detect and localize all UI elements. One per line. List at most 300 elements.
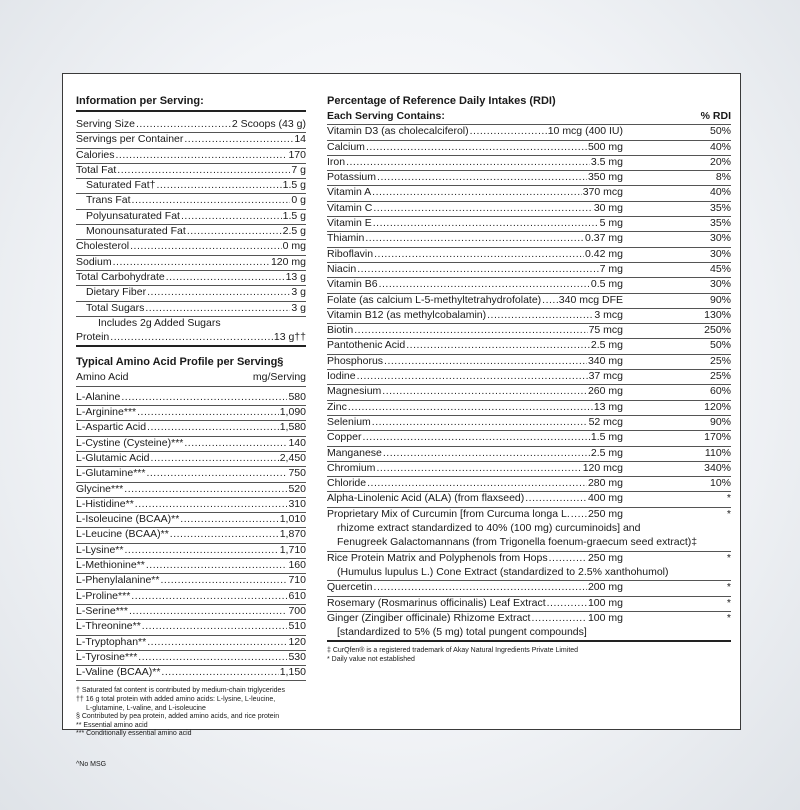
amino-row-label: L-Proline*** xyxy=(76,589,131,602)
amino-row xyxy=(76,498,306,513)
leader-dots xyxy=(357,370,588,384)
rdi-row-inner xyxy=(327,431,623,445)
rice-value: 250 mg xyxy=(587,551,623,564)
rdi-subheader xyxy=(327,110,731,125)
rdi-row-value: 3 mcg xyxy=(594,308,623,321)
amino-row-value: 140 xyxy=(288,436,306,449)
rdi-row-label: Chromium xyxy=(327,461,376,474)
leader-dots xyxy=(147,636,287,650)
rdi-row-value: 13 mg xyxy=(593,400,623,413)
leader-dots xyxy=(384,355,587,369)
rdi-row xyxy=(327,462,731,477)
extra-row-label: Quercetin xyxy=(327,581,373,594)
rdi-row-pct: * xyxy=(726,492,731,505)
rdi-row-label: Vitamin C xyxy=(327,201,373,214)
extra-row-pct: * xyxy=(726,581,731,594)
extra-row-inner xyxy=(327,612,623,626)
info-row-label: Total Fat xyxy=(76,163,117,176)
leader-dots xyxy=(346,156,590,170)
leader-dots xyxy=(362,431,589,445)
rdi-row-value: 0.42 mg xyxy=(585,247,623,260)
rdi-row-value: 280 mg xyxy=(587,477,623,490)
rdi-row-inner xyxy=(327,294,623,308)
leader-dots xyxy=(372,186,582,200)
rdi-row-label: Vitamin B6 xyxy=(327,278,378,291)
amino-row xyxy=(76,666,306,681)
info-row xyxy=(76,286,306,301)
info-row-value: 3 g xyxy=(291,286,306,299)
info-row-value: 14 xyxy=(294,133,306,146)
rdi-row xyxy=(327,401,731,416)
rdi-row-value: 3.5 mg xyxy=(590,155,623,168)
rdi-row-label: Vitamin E xyxy=(327,217,372,230)
amino-row xyxy=(76,590,306,605)
amino-row-value: 610 xyxy=(288,589,306,602)
info-row xyxy=(76,271,306,286)
footnote: ‡ CurQfen® is a registered trademark of Akay Natural Ingredients Private Limited xyxy=(327,647,579,655)
curcumin-line2: rhizome extract standardized to 40% (100 mg) curcuminoids] and xyxy=(337,522,641,535)
leader-dots xyxy=(147,421,279,435)
leader-dots xyxy=(542,294,558,308)
amino-row-value: 750 xyxy=(288,467,306,480)
right-footnotes xyxy=(327,647,731,664)
leader-dots xyxy=(135,498,288,512)
rdi-row-inner xyxy=(327,339,623,353)
amino-row-label: L-Phenylalanine** xyxy=(76,574,160,587)
leader-dots xyxy=(470,125,547,139)
rdi-row-value: 30 mg xyxy=(593,201,623,214)
rdi-row-inner xyxy=(327,462,623,476)
amino-row-value: 120 xyxy=(288,635,306,648)
amino-row-value: 510 xyxy=(288,620,306,633)
curcumin-label: Proprietary Mix of Curcumin [from Curcuma longa L. xyxy=(327,507,570,520)
rdi-row-inner xyxy=(327,141,623,155)
rdi-row xyxy=(327,324,731,339)
amino-row-label: L-Glutamine*** xyxy=(76,467,146,480)
right-column xyxy=(327,95,731,665)
amino-row-value: 1,580 xyxy=(279,421,306,434)
protein-label: Protein xyxy=(76,331,110,344)
rdi-row-value: 400 mg xyxy=(587,492,623,505)
rdi-row-inner xyxy=(327,324,623,338)
amino-row-value: 710 xyxy=(288,574,306,587)
amino-row-label: L-Leucine (BCAA)** xyxy=(76,528,169,541)
protein-value: 13 g†† xyxy=(273,331,306,344)
amino-row-label: L-Isoleucine (BCAA)** xyxy=(76,513,180,526)
rdi-row-label: Iodine xyxy=(327,370,356,383)
info-row-value: 1.5 g xyxy=(282,209,306,222)
leader-dots xyxy=(571,508,587,522)
info-row xyxy=(76,179,306,194)
protein-row xyxy=(76,331,306,347)
info-row xyxy=(76,149,306,164)
rdi-row-label: Manganese xyxy=(327,446,382,459)
amino-row xyxy=(76,605,306,620)
amino-row-value: 700 xyxy=(288,604,306,617)
rdi-row-inner xyxy=(327,232,623,246)
amino-row-label: L-Lysine** xyxy=(76,543,124,556)
supplement-facts-panel xyxy=(62,73,741,768)
rdi-row-value: 2.5 mg xyxy=(590,446,623,459)
rdi-row-label: Zinc xyxy=(327,400,347,413)
rdi-row-pct: 40% xyxy=(709,186,731,199)
amino-row-value: 1,090 xyxy=(279,406,306,419)
rdi-row-value: 2.5 mg xyxy=(590,339,623,352)
rdi-row-pct: 90% xyxy=(709,415,731,428)
rdi-row-inner xyxy=(327,202,623,216)
extra-row-value: 200 mg xyxy=(587,581,623,594)
amino-row-label: L-Tryptophan** xyxy=(76,635,147,648)
info-row-label: Calories xyxy=(76,148,115,161)
amino-row xyxy=(76,636,306,651)
footnote: †† 16 g total protein with added amino acids: L-lysine, L-leucine, xyxy=(76,695,276,703)
amino-rows xyxy=(76,391,306,682)
leader-dots xyxy=(116,149,288,163)
rdi-row-pct: 35% xyxy=(709,217,731,230)
amino-row-value: 160 xyxy=(288,559,306,572)
leader-dots xyxy=(184,133,293,147)
rdi-row-label: Calcium xyxy=(327,140,365,153)
extra-rows xyxy=(327,581,731,626)
left-column xyxy=(76,95,306,770)
rdi-row-label: Alpha-Linolenic Acid (ALA) (from flaxseed) xyxy=(327,492,525,505)
leader-dots xyxy=(161,666,278,680)
extra-row-label: Ginger (Zingiber officinale) Rhizome Extract xyxy=(327,611,531,624)
info-heading: Information per Serving: xyxy=(76,95,306,112)
msg-note: ^No MSG xyxy=(76,760,107,768)
amino-row xyxy=(76,467,306,482)
rdi-row-label: Phosphorus xyxy=(327,354,384,367)
rdi-row xyxy=(327,186,731,201)
rice-pct: * xyxy=(726,551,731,564)
leader-dots xyxy=(117,164,290,178)
rdi-row-inner xyxy=(327,401,623,415)
curcumin-line3: Fenugreek Galactomannans (from Trigonella foenum-graecum seed extract)‡ xyxy=(327,536,731,551)
rdi-row-inner xyxy=(327,416,623,430)
rdi-row-inner xyxy=(327,278,623,292)
rdi-row-value: 0.37 mg xyxy=(585,232,623,245)
rdi-row-pct: 110% xyxy=(704,446,731,459)
rdi-rows xyxy=(327,125,731,507)
rdi-row-label: Pantothenic Acid xyxy=(327,339,406,352)
amino-row-value: 580 xyxy=(288,390,306,403)
info-row xyxy=(76,118,306,133)
leader-dots xyxy=(130,240,282,254)
leader-dots xyxy=(372,416,588,430)
rdi-row xyxy=(327,232,731,247)
info-row-value: 1.5 g xyxy=(282,179,306,192)
rdi-row-label: Thiamin xyxy=(327,232,365,245)
leader-dots xyxy=(142,620,288,634)
info-row xyxy=(76,240,306,255)
info-row-label: Polyunsaturated Fat xyxy=(86,209,180,222)
curcumin-row xyxy=(327,508,731,522)
rdi-row xyxy=(327,125,731,140)
rdi-row xyxy=(327,248,731,263)
leader-dots xyxy=(549,552,587,566)
extra-row xyxy=(327,597,731,612)
rdi-row-label: Vitamin A xyxy=(327,186,372,199)
rdi-row-pct: 30% xyxy=(709,247,731,260)
rdi-row xyxy=(327,477,731,492)
footnote: L-glutamine, L-valine, and L-isoleucine xyxy=(86,704,206,712)
info-row-label: Monounsaturated Fat xyxy=(86,225,186,238)
leader-dots xyxy=(181,210,282,224)
rdi-row-inner xyxy=(327,370,623,384)
rdi-row-value: 10 mcg (400 IU) xyxy=(547,125,623,138)
rdi-row-pct: 25% xyxy=(709,354,731,367)
info-row-label: Sodium xyxy=(76,255,112,268)
leader-dots xyxy=(354,324,587,338)
leader-dots xyxy=(132,194,291,208)
info-row-value: 0 mg xyxy=(282,240,306,253)
rdi-row-pct: 250% xyxy=(704,324,731,337)
rdi-row-pct: 40% xyxy=(709,140,731,153)
rdi-row xyxy=(327,278,731,293)
info-row-label: Total Carbohydrate xyxy=(76,270,165,283)
rice-row xyxy=(327,552,731,566)
rdi-row xyxy=(327,202,731,217)
info-row-value: 13 g xyxy=(285,270,306,283)
info-row xyxy=(76,225,306,240)
amino-row-label: Glycine*** xyxy=(76,482,124,495)
amino-row xyxy=(76,544,306,559)
rdi-row-inner xyxy=(327,447,623,461)
leader-dots xyxy=(146,467,287,481)
rdi-row xyxy=(327,492,731,507)
amino-row-label: L-Serine*** xyxy=(76,604,128,617)
info-row-label: Cholesterol xyxy=(76,240,130,253)
amino-row xyxy=(76,421,306,436)
rdi-row-inner xyxy=(327,477,623,491)
rdi-row-pct: 340% xyxy=(704,461,731,474)
amino-row xyxy=(76,559,306,574)
leader-dots xyxy=(365,232,584,246)
rdi-row-value: 370 mcg xyxy=(582,186,623,199)
rdi-row-value: 500 mg xyxy=(587,140,623,153)
rdi-row xyxy=(327,217,731,232)
leader-dots xyxy=(348,401,593,415)
leader-dots xyxy=(147,286,290,300)
info-row-value: 2.5 g xyxy=(282,225,306,238)
leader-dots xyxy=(373,217,599,231)
amino-row-label: L-Arginine*** xyxy=(76,406,137,419)
amino-row-label: L-Valine (BCAA)** xyxy=(76,666,161,679)
rdi-row-value: 37 mcg xyxy=(588,370,623,383)
rdi-row-pct: 30% xyxy=(709,232,731,245)
rdi-row-label: Biotin xyxy=(327,324,354,337)
info-row-value: 3 g xyxy=(291,301,306,314)
rdi-row-pct: 8% xyxy=(715,171,731,184)
rdi-row-inner xyxy=(327,309,623,323)
rdi-row-value: 340 mg xyxy=(587,354,623,367)
info-row-label: Servings per Container xyxy=(76,133,184,146)
rdi-row xyxy=(327,156,731,171)
footnote: § Contributed by pea protein, added amino acids, and rice protein xyxy=(76,713,280,721)
amino-row xyxy=(76,437,306,452)
amino-row xyxy=(76,620,306,635)
amino-heading: Typical Amino Acid Profile per Serving§ xyxy=(76,356,284,369)
leader-dots xyxy=(184,437,287,451)
rdi-row-inner xyxy=(327,171,623,185)
amino-row-value: 2,450 xyxy=(279,451,306,464)
leader-dots xyxy=(151,452,279,466)
curcumin-pct: * xyxy=(726,507,731,520)
rice-line2: (Humulus lupulus L.) Cone Extract (standardized to 2.5% xanthohumol) xyxy=(327,566,731,581)
leader-dots xyxy=(531,612,587,626)
amino-row-label: L-Methionine** xyxy=(76,559,145,572)
rdi-row-pct: 50% xyxy=(709,125,731,138)
leader-dots xyxy=(373,202,592,216)
extra-row-inner xyxy=(327,597,623,611)
rdi-row-value: 5 mg xyxy=(599,217,623,230)
amino-row-label: L-Cystine (Cysteine)*** xyxy=(76,436,184,449)
extra-row-pct: * xyxy=(726,611,731,624)
extra-row-value: 100 mg xyxy=(587,596,623,609)
rdi-row xyxy=(327,370,731,385)
rdi-row-label: Vitamin B12 (as methylcobalamin) xyxy=(327,308,487,321)
info-row xyxy=(76,210,306,225)
rdi-row-value: 260 mg xyxy=(587,385,623,398)
footnote: ** Essential amino acid xyxy=(76,721,148,729)
curcumin-value: 250 mg xyxy=(587,507,623,520)
rdi-row-value: 0.5 mg xyxy=(590,278,623,291)
leader-dots xyxy=(379,278,590,292)
info-row xyxy=(76,256,306,271)
amino-row-label: L-Histidine** xyxy=(76,497,134,510)
rdi-row-pct: 170% xyxy=(704,431,731,444)
amino-row xyxy=(76,391,306,406)
amino-col-right: mg/Serving xyxy=(252,371,306,384)
leader-dots xyxy=(129,605,288,619)
rdi-row-value: 52 mcg xyxy=(588,415,623,428)
rdi-row-label: Riboflavin xyxy=(327,247,374,260)
rdi-row-label: Magnesium xyxy=(327,385,382,398)
rdi-row-label: Copper xyxy=(327,431,362,444)
leader-dots xyxy=(367,477,587,491)
leader-dots xyxy=(131,590,287,604)
info-row-label: Saturated Fat† xyxy=(86,179,156,192)
leader-dots xyxy=(357,263,598,277)
info-row-label: Total Sugars xyxy=(86,301,145,314)
leader-dots xyxy=(156,179,281,193)
extra-row xyxy=(327,581,731,596)
rdi-row-label: Folate (as calcium L-5-methyltetrahydrofolate) xyxy=(327,293,542,306)
leader-dots xyxy=(136,118,231,132)
amino-row-value: 1,150 xyxy=(279,666,306,679)
leader-dots xyxy=(525,492,587,506)
leader-dots xyxy=(124,544,278,558)
leader-dots xyxy=(487,309,593,323)
leader-dots xyxy=(382,385,587,399)
amino-row-value: 1,710 xyxy=(279,543,306,556)
rdi-row-pct: 30% xyxy=(709,278,731,291)
leader-dots xyxy=(124,483,287,497)
rdi-row-pct: 35% xyxy=(709,201,731,214)
extra-row-label: Rosemary (Rosmarinus officinalis) Leaf Extract xyxy=(327,596,546,609)
info-row-label: Dietary Fiber xyxy=(86,286,147,299)
added-sugars: Includes 2g Added Sugars xyxy=(98,316,221,329)
rdi-row-pct: 60% xyxy=(709,385,731,398)
ginger-line2: [standardized to 5% (5 mg) total pungent compounds] xyxy=(327,626,731,642)
leader-dots xyxy=(374,581,587,595)
amino-row-value: 1,870 xyxy=(279,528,306,541)
rdi-heading: Percentage of Reference Daily Intakes (RDI) xyxy=(327,95,556,107)
rdi-row xyxy=(327,431,731,446)
rdi-row xyxy=(327,141,731,156)
leader-dots xyxy=(547,597,587,611)
leader-dots xyxy=(138,651,287,665)
extra-row-inner xyxy=(327,581,623,595)
info-rows xyxy=(76,118,306,317)
rdi-row xyxy=(327,339,731,354)
amino-row-label: L-Aspartic Acid xyxy=(76,421,147,434)
each-serving-label: Each Serving Contains: xyxy=(327,110,445,122)
leader-dots xyxy=(383,447,590,461)
rdi-row-label: Potassium xyxy=(327,171,377,184)
rdi-row xyxy=(327,171,731,186)
amino-row-label: L-Tyrosine*** xyxy=(76,650,138,663)
rdi-row-value: 340 mcg DFE xyxy=(558,293,623,306)
left-footnotes xyxy=(76,687,306,739)
footnote: † Saturated fat content is contributed by medium-chain triglycerides xyxy=(76,687,285,695)
extra-row-pct: * xyxy=(726,596,731,609)
leader-dots xyxy=(146,559,288,573)
leader-dots xyxy=(376,462,581,476)
rdi-row-inner xyxy=(327,156,623,170)
rdi-row-label: Niacin xyxy=(327,262,357,275)
rdi-row-inner xyxy=(327,355,623,369)
rdi-row-value: 75 mcg xyxy=(588,324,623,337)
amino-row-value: 520 xyxy=(288,482,306,495)
rdi-row-inner xyxy=(327,217,623,231)
rdi-row-label: Iron xyxy=(327,155,346,168)
info-row-value: 120 mg xyxy=(270,255,306,268)
info-row xyxy=(76,302,306,317)
leader-dots xyxy=(180,513,278,527)
rdi-row xyxy=(327,355,731,370)
amino-row-value: 310 xyxy=(288,497,306,510)
amino-row xyxy=(76,574,306,589)
rdi-row-pct: 20% xyxy=(709,155,731,168)
info-row-value: 0 g xyxy=(291,194,306,207)
rdi-row-pct: 50% xyxy=(709,339,731,352)
rdi-row-pct: 45% xyxy=(709,262,731,275)
rdi-row-inner xyxy=(327,248,623,262)
rice-label: Rice Protein Matrix and Polyphenols from Hops xyxy=(327,551,548,564)
leader-dots xyxy=(377,171,587,185)
amino-column-headers xyxy=(76,371,306,386)
rdi-row-pct: 130% xyxy=(704,308,731,321)
footnote: *** Conditionally essential amino acid xyxy=(76,730,192,738)
amino-row xyxy=(76,483,306,498)
info-row-value: 170 xyxy=(288,148,306,161)
extra-row xyxy=(327,612,731,626)
info-row xyxy=(76,194,306,209)
leader-dots xyxy=(160,574,287,588)
rdi-row-inner xyxy=(327,186,623,200)
rdi-row-pct: 10% xyxy=(709,477,731,490)
info-row xyxy=(76,164,306,179)
rdi-row xyxy=(327,385,731,400)
amino-col-left: Amino Acid xyxy=(76,371,129,384)
amino-row xyxy=(76,452,306,467)
rdi-row xyxy=(327,447,731,462)
leader-dots xyxy=(113,256,270,270)
rdi-row-inner xyxy=(327,492,623,506)
amino-row xyxy=(76,513,306,528)
amino-row xyxy=(76,528,306,543)
